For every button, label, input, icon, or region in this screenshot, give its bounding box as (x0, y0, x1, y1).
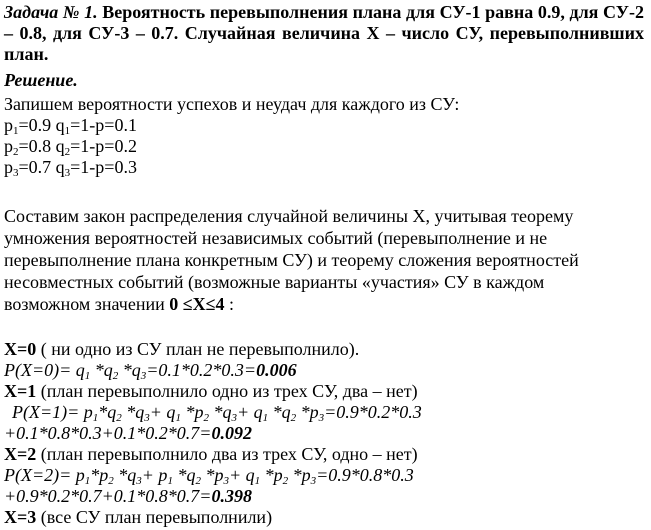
case-x1-formula-line-2: +0.1*0.8*0.3+0.1*0.2*0.7=0.092 (4, 423, 252, 443)
case-x2-heading: X=2 (план перевыполнило два из трех СУ, одно – нет) (4, 444, 418, 464)
case-x1-result: 0.092 (211, 423, 252, 443)
case-x0-formula: $P(X=0)= q_1$ $*q_2$ $*q_3=0.1*0.2*0.3=0.006$ (4, 360, 297, 382)
case-x2-result: 0.398 (211, 486, 252, 506)
intro-line: Запишем вероятности успехов и неудач для каждого из СУ: (4, 94, 460, 114)
task-statement (4, 2, 644, 65)
paragraph-line-4: несовместных событий (возможные варианты «участия» СУ в каждом (4, 272, 545, 292)
paragraph-line-5: возможном значении 0 ≤X≤4 : (4, 294, 235, 314)
paragraph-line-3: перевыполнение плана конкретным СУ) и теорему сложения вероятностей (4, 250, 579, 270)
solution-heading: Решение. (4, 70, 78, 90)
case-x2-formula-line-2: +0.9*0.2*0.7+0.1*0.8*0.7=0.398 (4, 486, 252, 506)
case-x2-formula-line-1: $P(X=2)= p_1*p_2$ $*q_3+ p_1$ $*q_2$ $*p_3+ q_1$ $*p_2$ $*p_3=0.9*0.8*0.3$ (4, 465, 414, 487)
case-x1-formula-line-1: $P(X=1)= p_1*q_2$ $*q_3+ q_1$ $*p_2$ $*q_3+ q_1$ $*q_2$ $*p_3=0.9*0.2*0.3$ (12, 402, 422, 424)
prob-line-1: $p_1=0.9$ $q_1=1-p=0.1$ (4, 115, 137, 137)
value-range: 0 ≤X≤4 (169, 294, 225, 314)
case-x0-heading: X=0 ( ни одно из СУ план не перевыполнило). (4, 339, 360, 359)
task-label: Задача № 1. (4, 2, 98, 22)
paragraph-line-1: Составим закон распределения случайной величины X, учитывая теорему (4, 206, 574, 226)
prob-line-3: $p_3=0.7$ $q_3=1-p=0.3$ (4, 157, 137, 179)
case-x3-heading: X=3 (все СУ план перевыполнили) (4, 507, 273, 527)
prob-line-2: $p_2=0.8$ $q_2=1-p=0.2$ (4, 136, 137, 158)
case-x0-result: 0.006 (256, 360, 297, 380)
paragraph-line-2: умножения вероятностей независимых событий (перевыполнение и не (4, 228, 548, 248)
case-x1-heading: X=1 (план перевыполнило одно из трех СУ, два – нет) (4, 381, 418, 401)
task-text: Вероятность перевыполнения плана для СУ-1 равна 0.9, для СУ-2 – 0.8, для СУ-3 – 0.7. Случайная величина X – число СУ, перевыполнивших план. (4, 2, 644, 64)
